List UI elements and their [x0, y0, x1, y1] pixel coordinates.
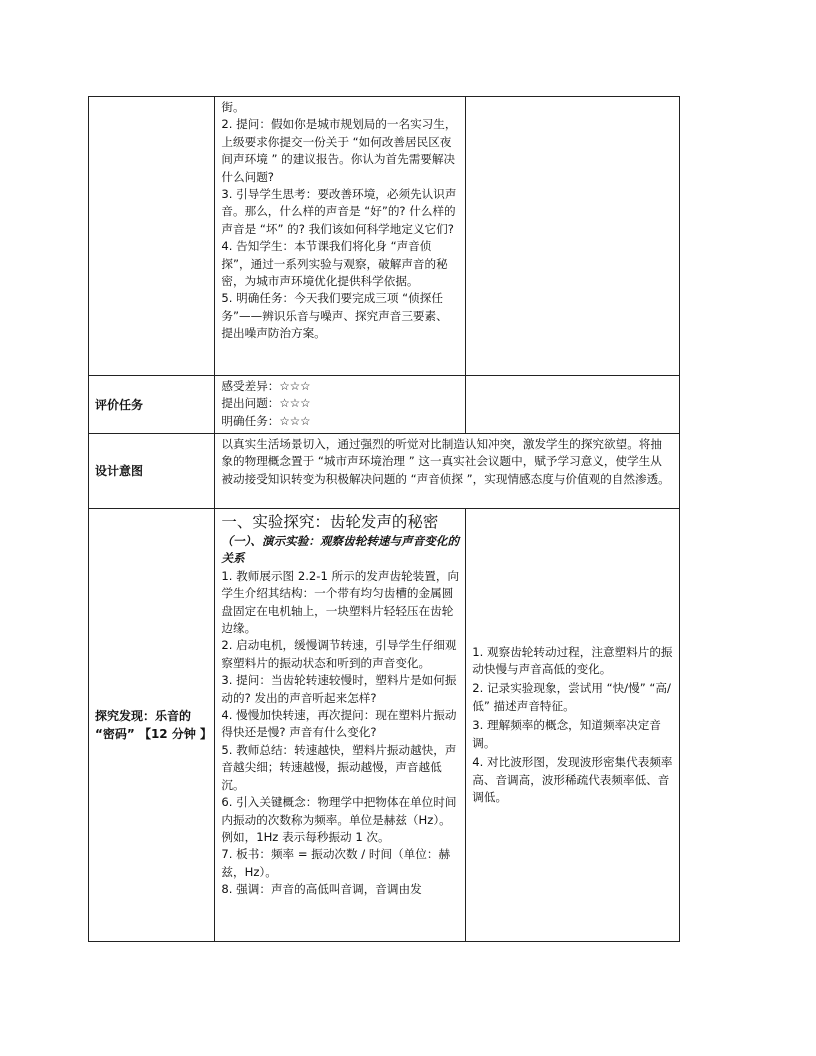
text-line: 街。 [221, 100, 245, 114]
text-line: 6. 引入关键概念：物理学中把物体在单位时间内振动的次数称为频率。单位是赫兹（Hz）。例如，1Hz 表示每秒振动 1 次。 [221, 795, 457, 844]
design-intent-text: 以真实生活场景切入，通过强烈的听觉对比制造认知冲突，激发学生的探究欲望。将抽象的物理概念置于 “城市声环境治理 ” 这一真实社会议题中，赋予学习意义，使学生从被动接受知识转变为积极解决问题的 “声音侦探 ”，实现情感态度与价值观的自然渗透。 [221, 437, 670, 486]
table-row [89, 434, 680, 509]
label-cell-empty [89, 97, 215, 376]
text-line: 1. 教师展示图 2.2-1 所示的发声齿轮装置，向学生介绍其结构：一个带有均匀齿槽的金属圆盘固定在电机轴上，一块塑料片轻轻压在齿轮边缘。 [221, 568, 460, 636]
text-line: 3. 理解频率的概念，知道频率决定音调。 [472, 718, 661, 750]
rating-item: 提出问题：☆☆☆ [221, 396, 311, 411]
table-row [89, 376, 680, 434]
teacher-activity-cell [215, 97, 466, 376]
text-line: 8. 强调：声音的高低叫音调，音调由发 [221, 882, 422, 897]
table-row [89, 509, 680, 942]
section-subheading: （一）、演示实验：观察齿轮转速与声音变化的关系 [221, 534, 460, 566]
text-line: 4. 对比波形图，发现波形密集代表频率高、音调高，波形稀疏代表频率低、音调低。 [472, 755, 673, 804]
text-line: 5. 教师总结：转速越快，塑料片振动越快，声音越尖细；转速越慢，振动越慢，声音越低沉。 [221, 742, 457, 792]
section-heading: 一、实验探究：齿轮发声的秘密 [221, 513, 439, 531]
text-line: 7. 板书：频率 = 振动次数 / 时间（单位：赫兹，Hz）。 [221, 847, 451, 879]
table-row [89, 97, 680, 376]
student-activity-cell-empty [466, 97, 680, 376]
design-intent-label: 设计意图 [95, 464, 144, 478]
teacher-activity-cell [215, 509, 466, 942]
text-line: 2. 提问：假如你是城市规划局的一名实习生，上级要求你提交一份关于 “如何改善居民区夜间声环境 ” 的建议报告。你认为首先需要解决什么问题? [221, 117, 457, 184]
text-line: 3. 引导学生思考：要改善环境，必须先认识声音。那么，什么样的声音是 “好”的? 什么样的声音是 “坏” 的? 我们该如何科学地定义它们? [221, 187, 457, 236]
student-activity-cell [466, 509, 680, 942]
lesson-plan-table [88, 96, 680, 942]
section-label: 探究发现：乐音的 “密码” 【12 分钟 】 [95, 709, 213, 741]
text-line: 2. 记录实验现象，尝试用 “快/慢” “高/低” 描述声音特征。 [472, 681, 671, 713]
text-line: 4. 告知学生：本节课我们将化身 “声音侦探”，通过一系列实验与观察，破解声音的秘密，为城市声环境优化提供科学依据。 [221, 239, 448, 289]
design-intent-cell [215, 434, 680, 509]
row-label-cell [89, 434, 215, 509]
text-line: 3. 提问：当齿轮转速较慢时，塑料片是如何振动的? 发出的声音听起来怎样? [221, 673, 457, 705]
text-line: 5. 明确任务：今天我们要完成三项 “侦探任务”——辨识乐音与噪声、探究声音三要素、提出噪声防治方案。 [221, 291, 448, 341]
rating-item: 感受差异：☆☆☆ [221, 379, 311, 393]
text-line: 4. 慢慢加快转速，再次提问：现在塑料片振动得快还是慢? 声音有什么变化? [221, 708, 457, 740]
text-line: 2. 启动电机，缓慢调节转速，引导学生仔细观察塑料片的振动状态和听到的声音变化。 [221, 638, 457, 670]
rating-item: 明确任务：☆☆☆ [221, 413, 311, 428]
text-line: 1. 观察齿轮转动过程，注意塑料片的振动快慢与声音高低的变化。 [472, 644, 673, 677]
empty-cell [466, 376, 680, 434]
row-label-cell [89, 376, 215, 434]
evaluation-items-cell [215, 376, 466, 434]
row-label-cell [89, 509, 215, 942]
evaluation-task-label: 评价任务 [95, 397, 144, 412]
